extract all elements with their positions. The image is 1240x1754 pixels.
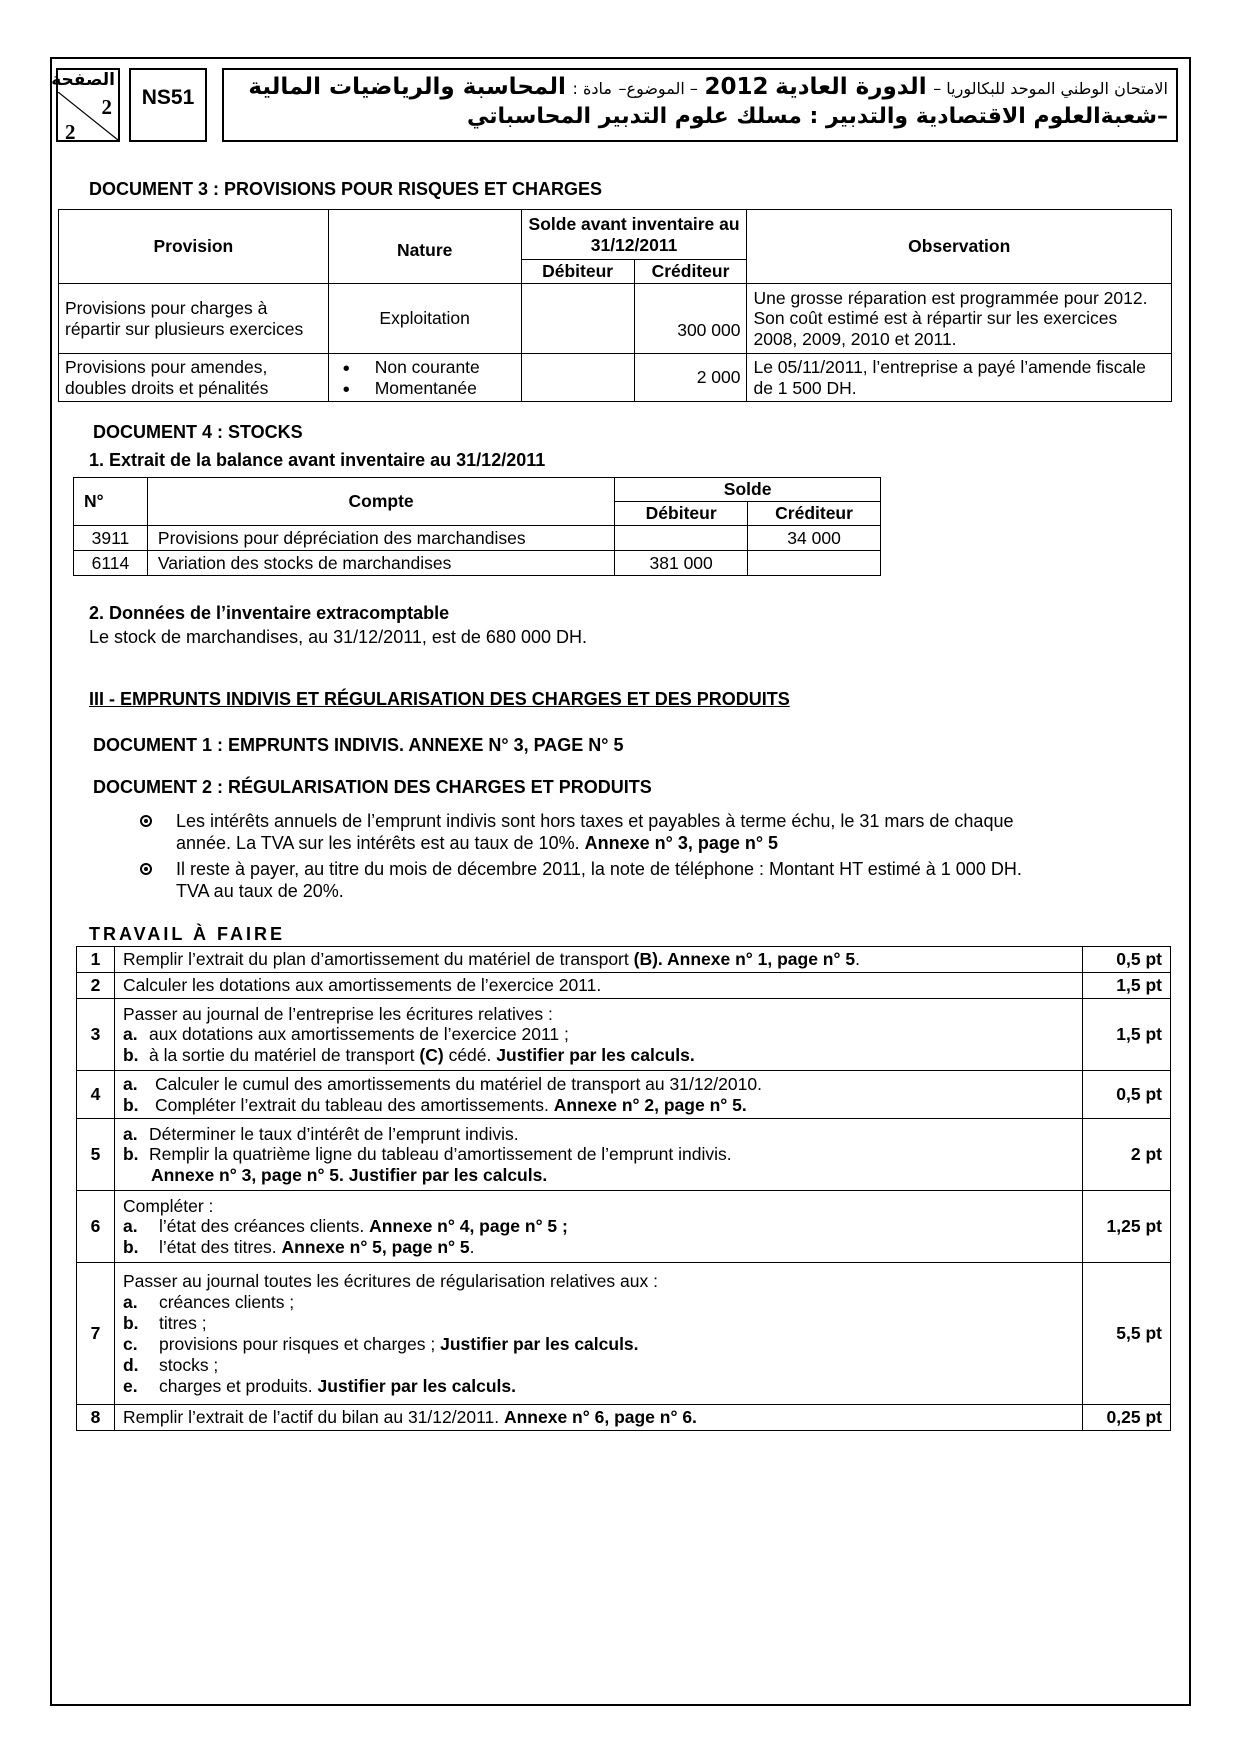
part3-doc1: DOCUMENT 1 : EMPRUNTS INDIVIS. ANNEXE N° 3, PAGE N° 5 — [93, 735, 624, 755]
table-row — [74, 526, 881, 551]
provisions-table — [58, 209, 1172, 402]
task-desc: a. Déterminer le taux d’intérêt de l’emprunt indivis. b. Remplir la quatrième ligne du tableau d’amortissement de l’emprunt indivis. Annexe n° 3, page n° 5. Justifier par les calculs. — [114, 1119, 1082, 1191]
th-crediteur: Créditeur — [748, 502, 881, 526]
task-points: 1,5 pt — [1083, 999, 1171, 1071]
page-total: 2 — [65, 120, 76, 144]
th-solde: Solde avant inventaire au 31/12/2011 — [521, 210, 747, 260]
task-num: 1 — [77, 947, 115, 973]
task-desc: Remplir l’extrait du plan d’amortissement du matériel de transport (B). Annexe n° 1, page n° 5. — [114, 947, 1082, 973]
cell-debiteur — [521, 284, 634, 354]
cell-debiteur — [521, 354, 634, 402]
cell-compte: Provisions pour dépréciation des marchandises — [147, 526, 614, 551]
part3-doc2: DOCUMENT 2 : RÉGULARISATION DES CHARGES ET PRODUITS — [93, 777, 652, 797]
doc4-sub2: 2. Données de l’inventaire extracomptable — [89, 603, 450, 623]
page-number-box — [51, 68, 120, 144]
th-crediteur: Créditeur — [634, 260, 747, 284]
cell-num: 6114 — [74, 551, 148, 576]
th-debiteur: Débiteur — [615, 502, 748, 526]
task-desc: Compléter : a. l’état des créances clients. Annexe n° 4, page n° 5 ; b. l’état des titres. Annexe n° 5, page n° 5. — [114, 1191, 1082, 1263]
table-row — [74, 551, 881, 576]
bullet-star-icon — [140, 815, 152, 827]
cell-crediteur: 2 000 — [634, 354, 747, 402]
task-row — [77, 1263, 1171, 1405]
task-num: 2 — [77, 973, 115, 999]
cell-observation: Une grosse réparation est programmée pour 2012. Son coût estimé est à répartir sur les exercices 2008, 2009, 2010 et 2011. — [747, 284, 1172, 354]
task-row — [77, 1119, 1171, 1191]
part3-title: III - EMPRUNTS INDIVIS ET RÉGULARISATION DES CHARGES ET DES PRODUITS — [89, 689, 790, 709]
task-table — [76, 946, 1171, 1431]
page-current: 2 — [101, 95, 112, 119]
cell-crediteur — [748, 551, 881, 576]
th-observation: Observation — [747, 210, 1172, 284]
cell-observation: Le 05/11/2011, l’entreprise a payé l’amende fiscale de 1 500 DH. — [747, 354, 1172, 402]
cell-provision: Provisions pour charges à répartir sur plusieurs exercices — [59, 284, 329, 354]
task-points: 0,25 pt — [1083, 1405, 1171, 1431]
travail-title: TRAVAIL À FAIRE — [89, 924, 286, 944]
task-row — [77, 1071, 1171, 1119]
task-points: 0,5 pt — [1083, 947, 1171, 973]
bullet-item: Les intérêts annuels de l’emprunt indivis sont hors taxes et payables à terme échu, le 31 mars de chaque année. La TVA sur les intérêts est au taux de 10%. Annexe n° 3, page n° 5 — [176, 811, 1013, 855]
exam-title — [222, 68, 1178, 142]
task-desc: Passer au journal de l’entreprise les écritures relatives : a. aux dotations aux amortissements de l’exercice 2011 ; b. à la sortie du matériel de transport (C) cédé. Justifier par les calculs. — [114, 999, 1082, 1071]
task-row — [77, 1405, 1171, 1431]
cell-debiteur: 381 000 — [615, 551, 748, 576]
task-num: 8 — [77, 1405, 115, 1431]
cell-num: 3911 — [74, 526, 148, 551]
task-desc: Passer au journal toutes les écritures de régularisation relatives aux : a. créances clients ; b. titres ; c. provisions pour risques et charges ; Justifier par les calculs. d. stocks ; e. charges et produits. Justifier par les calculs. — [114, 1263, 1082, 1405]
task-num: 7 — [77, 1263, 115, 1405]
task-num: 4 — [77, 1071, 115, 1119]
nature-item: • Momentanée — [375, 378, 515, 399]
task-row — [77, 1191, 1171, 1263]
task-points: 1,25 pt — [1083, 1191, 1171, 1263]
task-row — [77, 947, 1171, 973]
cell-crediteur: 300 000 — [634, 284, 747, 354]
task-points: 2 pt — [1083, 1119, 1171, 1191]
doc4-sub2-text: Le stock de marchandises, au 31/12/2011, est de 680 000 DH. — [89, 627, 587, 647]
nature-item: • Non courante — [375, 357, 515, 378]
task-desc: Calculer les dotations aux amortissements de l’exercice 2011. — [114, 973, 1082, 999]
stocks-table — [73, 477, 881, 576]
doc3-title: DOCUMENT 3 : PROVISIONS POUR RISQUES ET CHARGES — [89, 179, 603, 199]
table-row — [59, 354, 1172, 402]
cell-crediteur: 34 000 — [748, 526, 881, 551]
task-row — [77, 999, 1171, 1071]
task-desc: a. Calculer le cumul des amortissements du matériel de transport au 31/12/2010. b. Compléter l’extrait du tableau des amortissements. Annexe n° 2, page n° 5. — [114, 1071, 1082, 1119]
th-compte: Compte — [147, 478, 614, 526]
cell-compte: Variation des stocks de marchandises — [147, 551, 614, 576]
exam-title-line2: –شعبةالعلوم الاقتصادية والتدبير : مسلك علوم التدبير المحاسباتي — [466, 103, 1168, 129]
th-provision: Provision — [59, 210, 329, 284]
bullet-item: Il reste à payer, au titre du mois de décembre 2011, la note de téléphone : Montant HT estimé à 1 000 DH. TVA au taux de 20%. — [176, 859, 1022, 903]
doc4-sub1: 1. Extrait de la balance avant inventaire au 31/12/2011 — [89, 450, 546, 470]
bullet-star-icon — [140, 863, 152, 875]
th-debiteur: Débiteur — [521, 260, 634, 284]
table-row — [59, 284, 1172, 354]
th-num: N° — [74, 478, 148, 526]
cell-provision: Provisions pour amendes, doubles droits et pénalités — [59, 354, 329, 402]
cell-nature — [328, 354, 521, 402]
task-points: 0,5 pt — [1083, 1071, 1171, 1119]
task-points: 1,5 pt — [1083, 973, 1171, 999]
page-label: الصفحة — [51, 70, 115, 90]
cell-debiteur — [615, 526, 748, 551]
th-nature: Nature — [328, 210, 521, 284]
cell-nature: Exploitation — [328, 284, 521, 354]
task-desc: Remplir l’extrait de l’actif du bilan au 31/12/2011. Annexe n° 6, page n° 6. — [114, 1405, 1082, 1431]
exam-code: NS51 — [129, 68, 207, 142]
th-solde: Solde — [615, 478, 881, 502]
task-points: 5,5 pt — [1083, 1263, 1171, 1405]
task-row — [77, 973, 1171, 999]
task-num: 3 — [77, 999, 115, 1071]
exam-title-line1: الامتحان الوطني الموحد للبكالوريا – الدورة العادية 2012 – الموضوع– مادة : المحاسبة والرياضيات المالية — [248, 74, 1168, 100]
task-num: 5 — [77, 1119, 115, 1191]
doc4-title: DOCUMENT 4 : STOCKS — [93, 422, 303, 442]
task-num: 6 — [77, 1191, 115, 1263]
